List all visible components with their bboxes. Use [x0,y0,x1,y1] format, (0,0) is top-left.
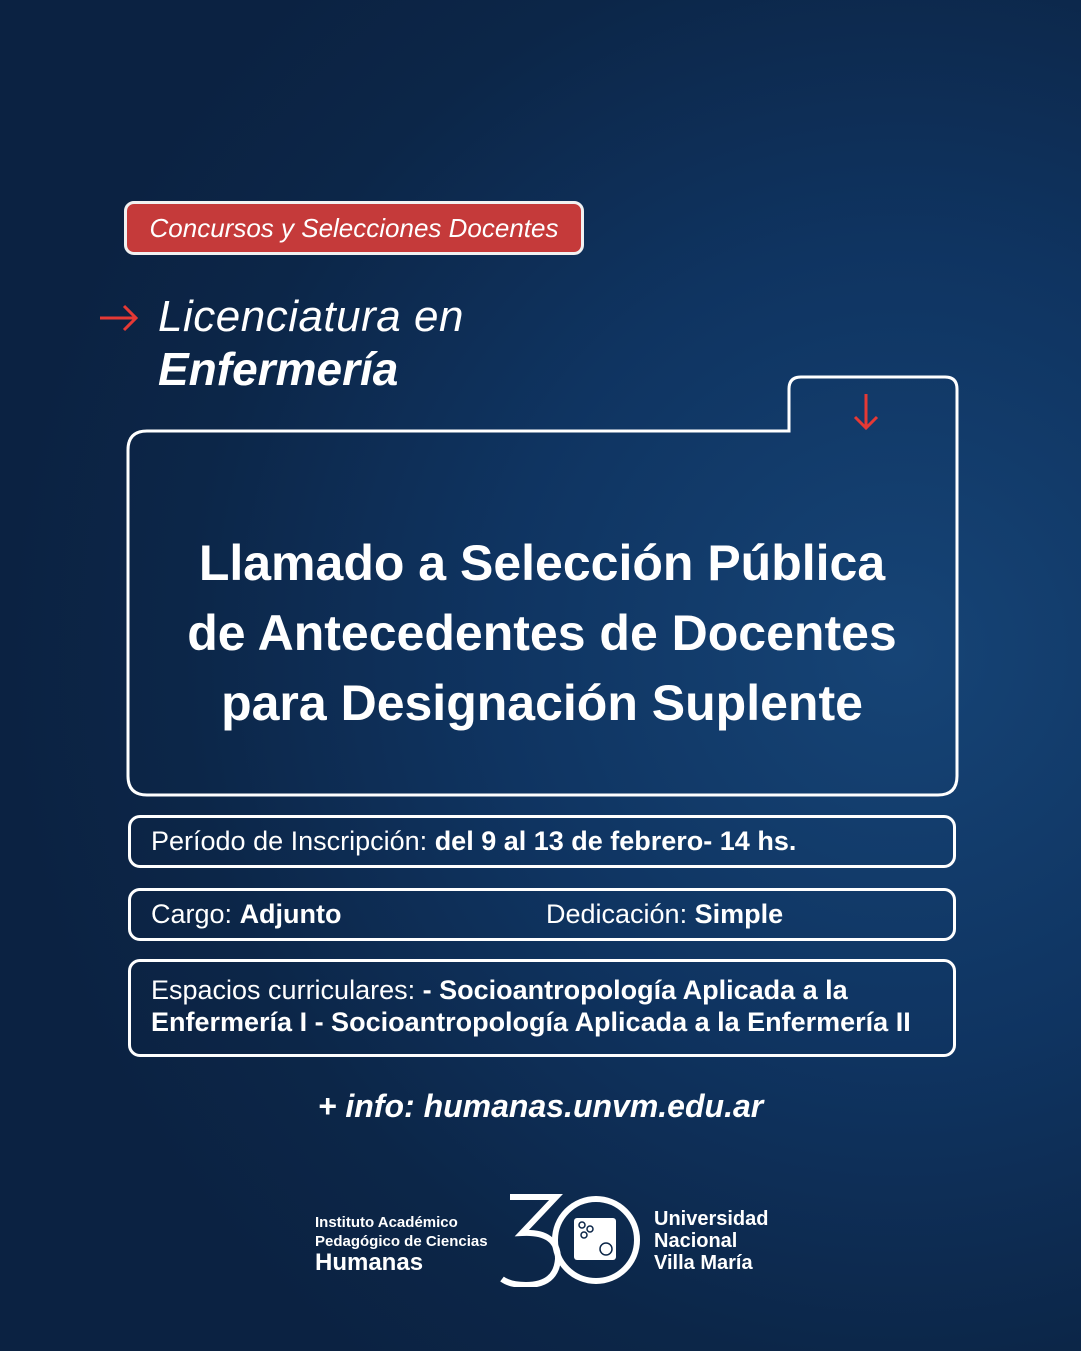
dedicacion-label: Dedicación: [546,899,688,929]
logo-text: Pedagógico de Ciencias [315,1233,488,1250]
cargo-box [128,888,956,941]
cargo-value: Adjunto [239,899,342,929]
institute-logo [315,1213,488,1275]
cargo-field [151,899,546,930]
category-badge: Concursos y Selecciones Docentes [124,201,584,255]
cargo-label: Cargo: [151,899,233,929]
university-logo [654,1208,768,1274]
program-line-2: Enfermería [158,343,399,395]
period-label: Período de Inscripción: [151,826,428,856]
espacios-value: - Socioantropología Aplicada a la Enfermería I - Socioantropología Aplicada a la Enfermería II [151,975,911,1037]
logo-text: Villa María [654,1252,753,1274]
arrow-down-icon [852,392,880,432]
program-line-1: Licenciatura en [158,292,464,341]
period-value: del 9 al 13 de febrero- 14 hs. [434,826,797,856]
anniversary-30-logo [498,1193,644,1287]
headline-line: para Designación Suplente [221,675,863,731]
headline [128,528,956,738]
dedicacion-field [546,899,783,930]
arrow-right-icon [98,300,140,336]
logo-text: Instituto Académico [315,1214,458,1231]
logo-text: Nacional [654,1230,738,1252]
info-link[interactable]: + info: humanas.unvm.edu.ar [317,1088,764,1124]
logo-text: Universidad [654,1208,769,1230]
espacios-box [128,959,956,1057]
period-box [128,815,956,868]
logo-text: Humanas [315,1249,424,1276]
espacios-label: Espacios curriculares: [151,975,416,1005]
dedicacion-value: Simple [694,899,784,929]
headline-line: de Antecedentes de Docentes [187,605,897,661]
headline-line: Llamado a Selección Pública [198,535,886,591]
